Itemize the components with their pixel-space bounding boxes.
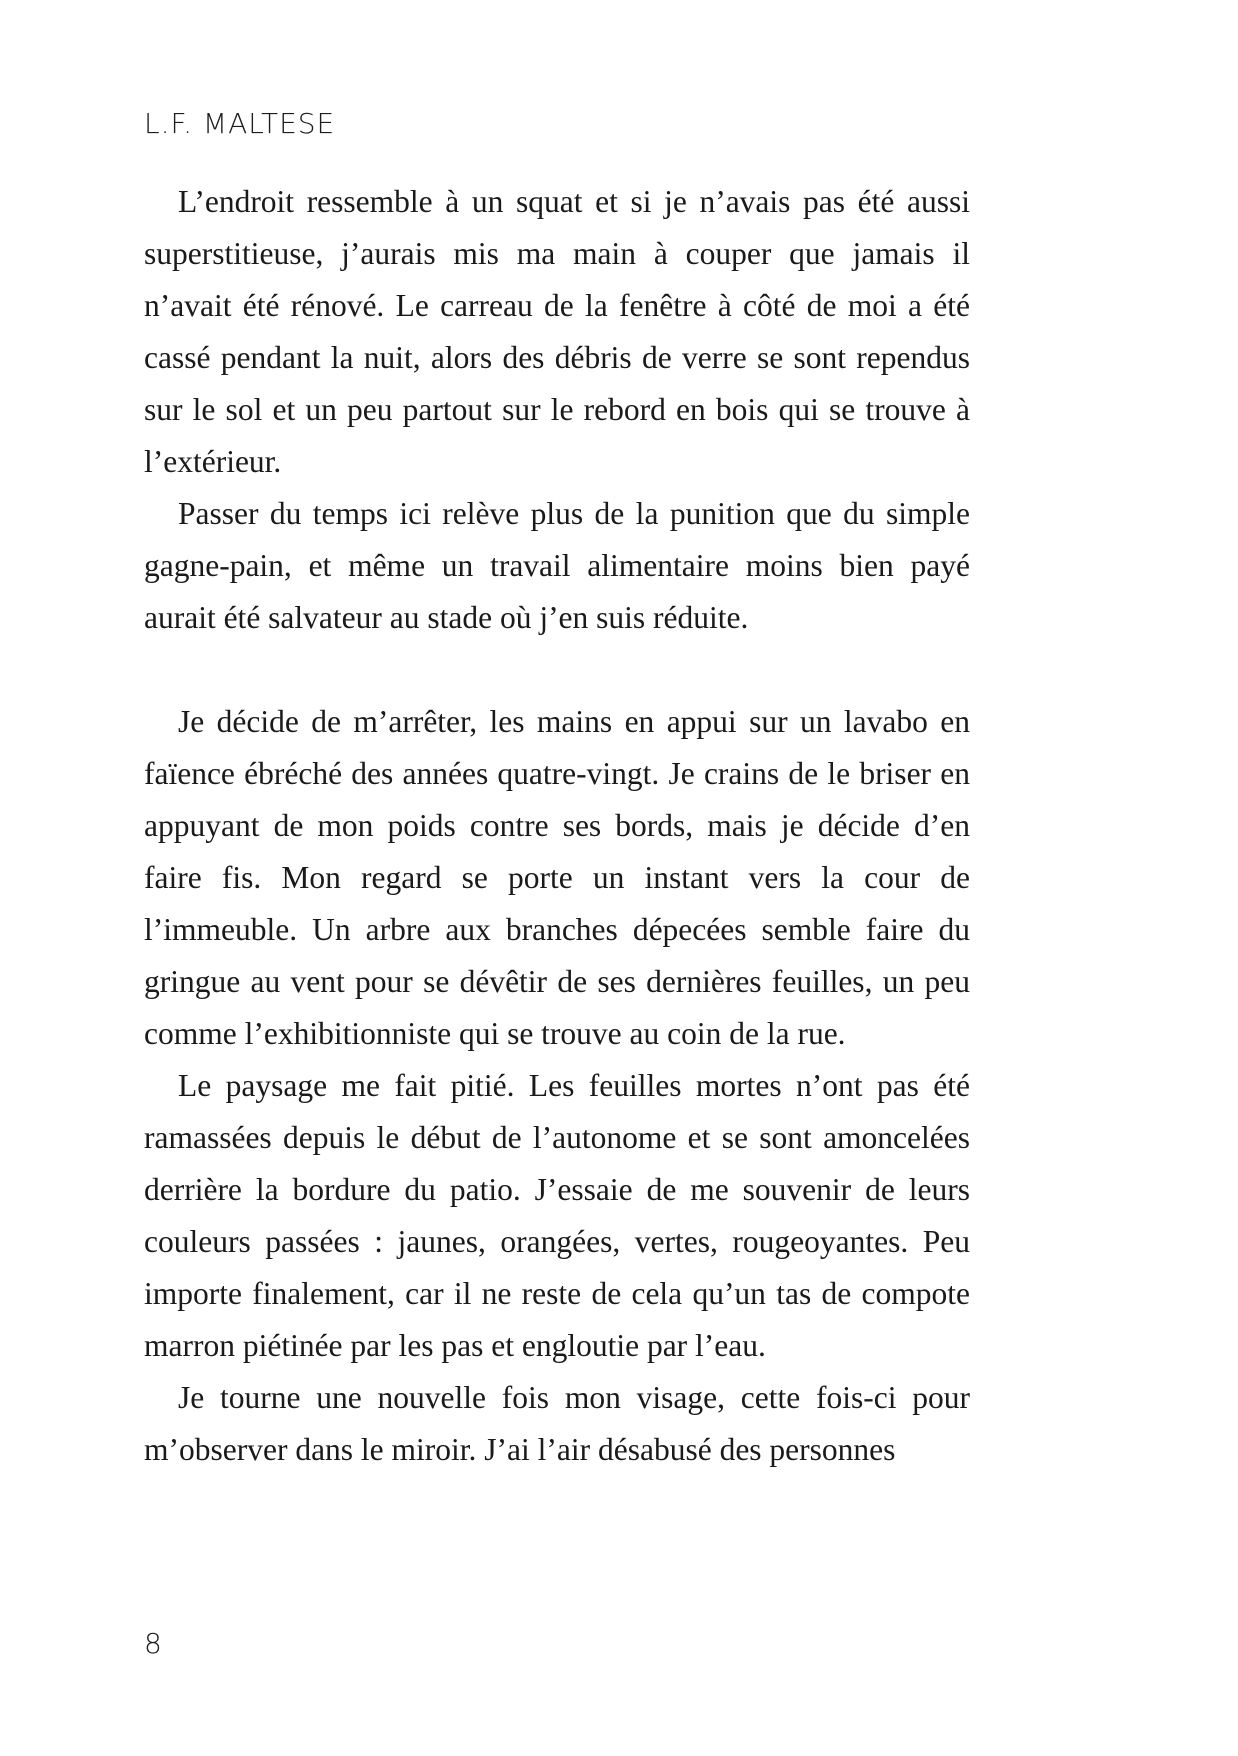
running-header-author: L.F. MALTESE (144, 107, 336, 140)
paragraph-1: L’endroit ressemble à un squat et si je n’avais pas été aussi superstitieuse, j’aurais mis ma main à couper que jamais il n’avait été rénové. Le carreau de la fenêtre à côté de moi a été cassé pendant la nuit, alors des débris de verre se sont rependus sur le sol et un peu partout sur le rebord en bois qui se trouve à l’extérieur. (144, 184, 970, 479)
page-number: 8 (144, 1627, 162, 1660)
paragraph-2: Passer du temps ici relève plus de la punition que du simple gagne-pain, et même un travail alimentaire moins bien payé aurait été salvateur au stade où j’en suis réduite. (144, 496, 970, 635)
paragraph-4: Le paysage me fait pitié. Les feuilles mortes n’ont pas été ramassées depuis le début de l’autonome et se sont amoncelées derrière la bordure du patio. J’essaie de me souvenir de leurs couleurs passées : jaunes, orangées, vertes, rougeoyantes. Peu importe finalement, car il ne reste de cela qu’un tas de compote marron piétinée par les pas et engloutie par l’eau. (144, 1068, 970, 1363)
paragraph-3: Je décide de m’arrêter, les mains en appui sur un lavabo en faïence ébréché des années quatre-vingt. Je crains de le briser en appuyant de mon poids contre ses bords, mais je décide d’en faire fis. Mon regard se porte un instant vers la cour de l’immeuble. Un arbre aux branches dépecées semble faire du gringue au vent pour se dévêtir de ses dernières feuilles, un peu comme l’exhibitionniste qui se trouve au coin de la rue. (144, 704, 970, 1051)
paragraph-5: Je tourne une nouvelle fois mon visage, cette fois-ci pour m’observer dans le miroir. J’ai l’air désabusé des personnes (144, 1380, 970, 1467)
body-text (144, 176, 970, 1476)
